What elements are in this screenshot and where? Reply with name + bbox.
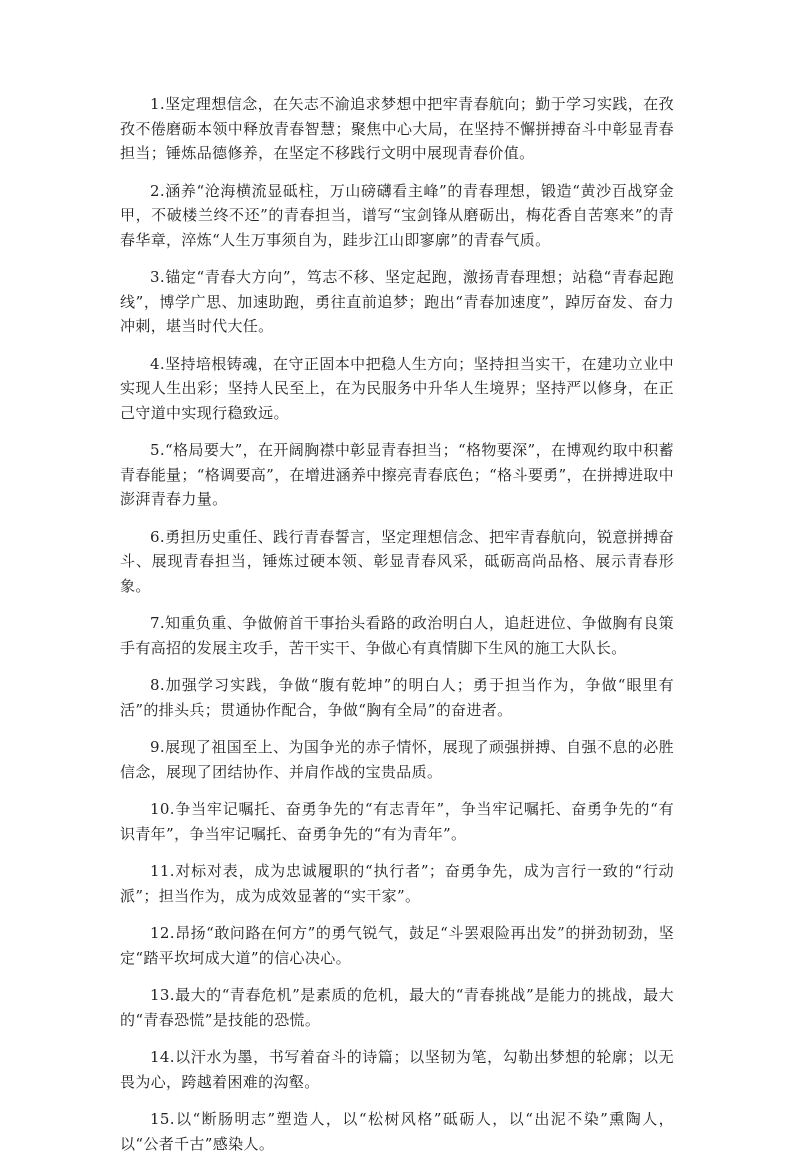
paragraph-10: 10.争当牢记嘱托、奋勇争先的“有志青年”，争当牢记嘱托、奋勇争先的“有识青年”，争当牢记嘱托、奋勇争先的“有为青年”。 [120,800,674,843]
paragraph-5: 5.“格局要大”，在开阔胸襟中彰显青春担当；“格物要深”，在博观约取中积蓄青春能量；“格调要高”，在增进涵养中擦亮青春底色；“格斗要勇”，在拼搏进取中澎湃青春力量。 [120,441,674,508]
paragraph-7: 7.知重负重、争做俯首干事抬头看路的政治明白人，追赶进位、争做胸有良策手有高招的发展主攻手，苦干实干、争做心有真情脚下生风的施工大队长。 [120,614,674,657]
paragraph-3: 3.锚定“青春大方向”，笃志不移、坚定起跑，激扬青春理想；站稳“青春起跑线”，博学广思、加速助跑，勇往直前追梦；跑出“青春加速度”，踔厉奋发、奋力冲刺，堪当时代大任。 [120,268,674,335]
paragraph-13: 13.最大的“青春危机”是素质的危机，最大的“青春挑战”是能力的挑战，最大的“青春恐慌”是技能的恐慌。 [120,986,674,1029]
paragraph-1: 1.坚定理想信念，在矢志不渝追求梦想中把牢青春航向；勤于学习实践，在孜孜不倦磨砺本领中释放青春智慧；聚焦中心大局，在坚持不懈拼搏奋斗中彰显青春担当；锤炼品德修养，在坚定不移践行文明中展现青春价值。 [120,95,674,162]
paragraph-6: 6.勇担历史重任、践行青春誓言，坚定理想信念、把牢青春航向，锐意拼搏奋斗、展现青春担当，锤炼过硬本领、彰显青春风采，砥砺高尚品格、展示青春形象。 [120,527,674,595]
paragraph-12: 12.昂扬“敢问路在何方”的勇气锐气，鼓足“斗罢艰险再出发”的拼劲韧劲，坚定“踏平坎坷成大道”的信心决心。 [120,924,674,967]
document-body [120,92,674,1169]
paragraph-9: 9.展现了祖国至上、为国争光的赤子情怀，展现了顽强拼搏、自强不息的必胜信念，展现了团结协作、并肩作战的宝贵品质。 [120,738,674,781]
paragraph-8: 8.加强学习实践，争做“腹有乾坤”的明白人；勇于担当作为，争做“眼里有活”的排头兵；贯通协作配合，争做“胸有全局”的奋进者。 [120,676,674,719]
paragraph-15: 15.以“断肠明志”塑造人，以“松树风格”砥砺人，以“出泥不染”熏陶人，以“公者千古”感染人。 [120,1110,674,1153]
paragraph-14: 14.以汗水为墨，书写着奋斗的诗篇；以坚韧为笔，勾勒出梦想的轮廓；以无畏为心，跨越着困难的沟壑。 [120,1048,674,1091]
paragraph-4: 4.坚持培根铸魂，在守正固本中把稳人生方向；坚持担当实干，在建功立业中实现人生出彩；坚持人民至上，在为民服务中升华人生境界；坚持严以修身，在正己守道中实现行稳致远。 [120,354,674,422]
paragraph-11: 11.对标对表，成为忠诚履职的“执行者”；奋勇争先，成为言行一致的“行动派”；担当作为，成为成效显著的“实干家”。 [120,862,674,905]
paragraph-2: 2.涵养“沧海横流显砥柱，万山磅礴看主峰”的青春理想，锻造“黄沙百战穿金甲，不破楼兰终不还”的青春担当，谱写“宝剑锋从磨砺出，梅花香自苦寒来”的青春华章，淬炼“人生万事须自为，跬步江山即寥廓”的青春气质。 [120,181,674,249]
